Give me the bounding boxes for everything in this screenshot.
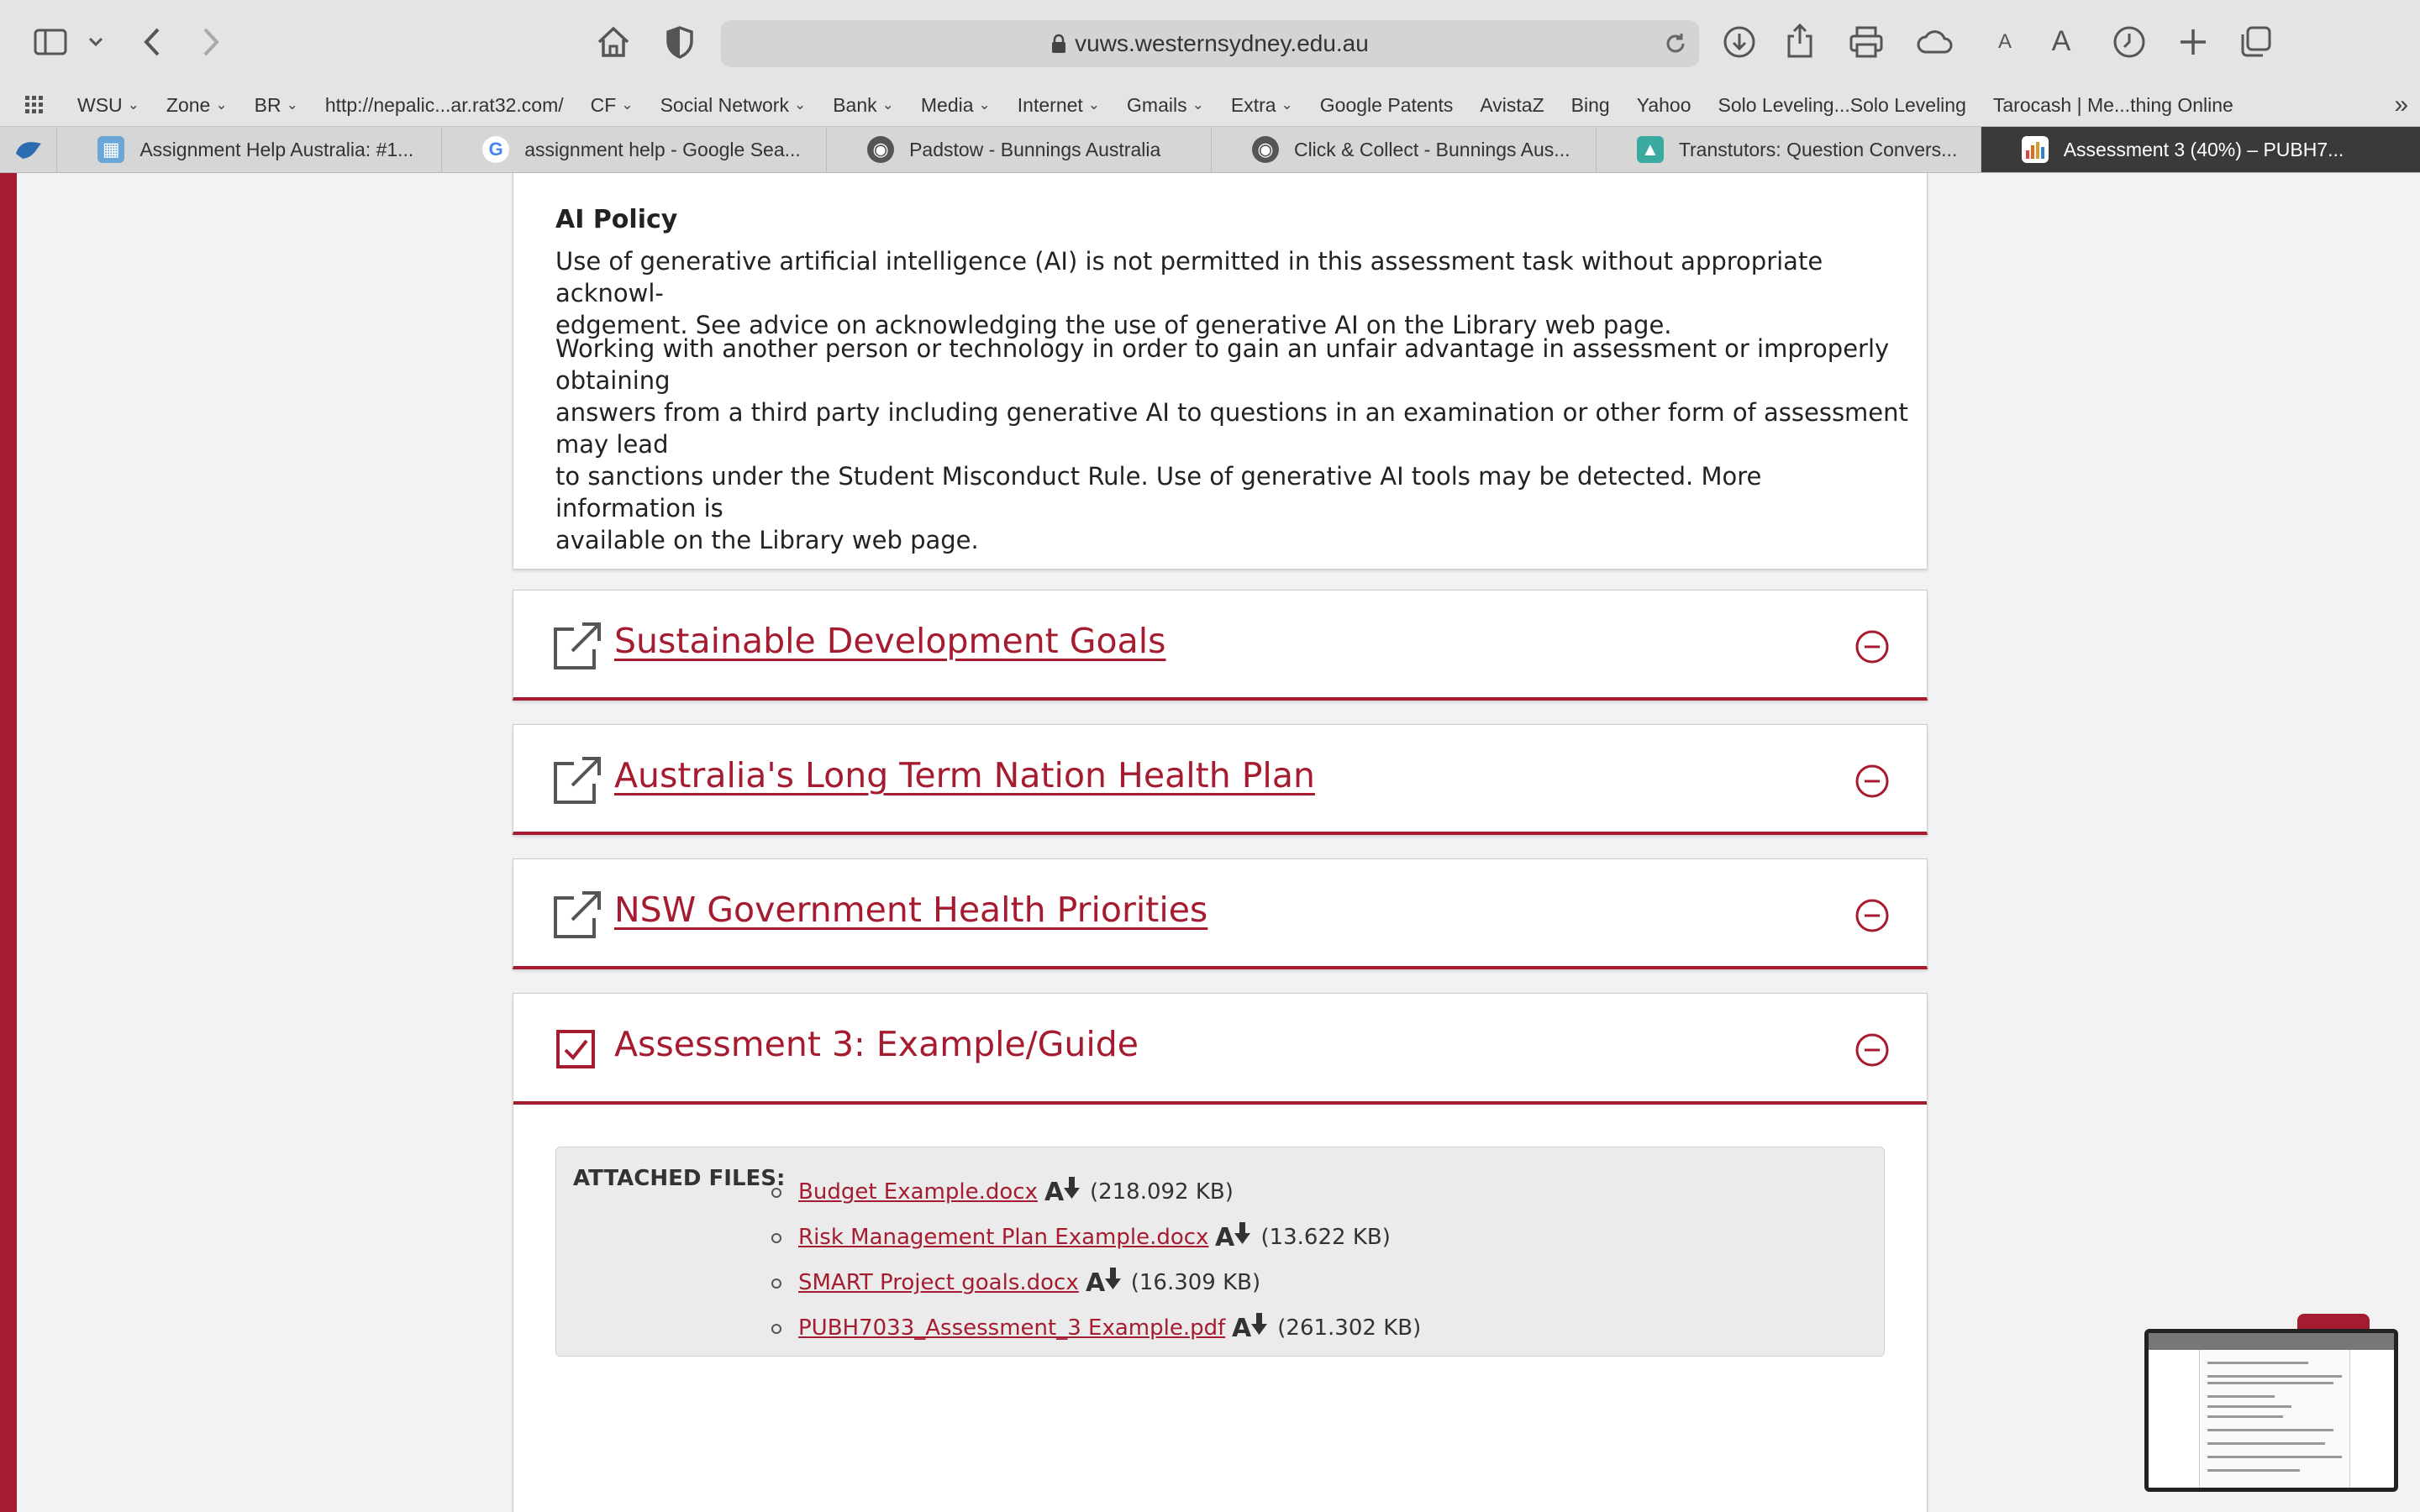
- download-icon[interactable]: [1215, 1221, 1257, 1249]
- svg-text:A: A: [1044, 1178, 1065, 1204]
- chevron-down-icon: ⌄: [881, 97, 894, 113]
- thumbnail-line: [2207, 1362, 2308, 1364]
- thumbnail-line: [2207, 1469, 2300, 1472]
- thumbnail-toolbar: [2149, 1333, 2394, 1350]
- bookmark-cf[interactable]: CF ⌄: [590, 93, 634, 116]
- chevron-down-icon: ⌄: [127, 97, 139, 113]
- list-bullet: [771, 1188, 781, 1198]
- external-link-icon: [550, 621, 602, 673]
- file-size: (218.092 KB): [1089, 1179, 1234, 1205]
- address-text: vuws.westernsydney.edu.au: [1075, 30, 1369, 56]
- forward-icon[interactable]: [200, 27, 222, 57]
- pinned-site-icon: [14, 139, 43, 160]
- file-link-assessment-3-example-pdf[interactable]: PUBH7033_Assessment_3 Example.pdf: [798, 1315, 1226, 1341]
- address-bar[interactable]: [721, 20, 1699, 67]
- tab-bunnings-click-collect[interactable]: ◉ Click & Collect - Bunnings Aus...: [1212, 127, 1597, 172]
- chevron-down-icon: ⌄: [621, 97, 634, 113]
- chevron-down-icon: ⌄: [1281, 97, 1293, 113]
- file-size: (13.622 KB): [1260, 1225, 1391, 1250]
- bunnings-favicon: ◉: [1252, 136, 1279, 163]
- text-smaller-icon[interactable]: A: [1997, 30, 2012, 53]
- tab-bunnings-padstow[interactable]: ◉ Padstow - Bunnings Australia: [827, 127, 1212, 172]
- ai-policy-heading: AI Policy: [555, 205, 678, 234]
- file-link-budget-example[interactable]: Budget Example.docx: [798, 1179, 1038, 1205]
- file-link-risk-management-plan[interactable]: Risk Management Plan Example.docx: [798, 1225, 1209, 1250]
- assessment-title: Assessment 3: Example/Guide: [614, 1024, 1139, 1064]
- section-nsw-health-priorities: [513, 858, 1928, 969]
- collapse-icon[interactable]: [1854, 629, 1890, 664]
- file-size: (16.309 KB): [1130, 1270, 1261, 1295]
- section-australia-health-plan: [513, 724, 1928, 835]
- thumbnail-line: [2207, 1405, 2291, 1408]
- bookmark-wsu[interactable]: WSU ⌄: [77, 93, 139, 116]
- vuws-favicon: [2022, 136, 2049, 163]
- back-icon[interactable]: [141, 27, 163, 57]
- text-larger-icon[interactable]: A: [2051, 24, 2071, 57]
- lock-icon: [1051, 34, 1066, 54]
- home-icon[interactable]: [597, 25, 630, 59]
- page-viewport: [0, 173, 2420, 1512]
- screenshot-thumbnail[interactable]: [2144, 1329, 2398, 1492]
- chevron-down-icon: ⌄: [286, 97, 298, 113]
- thumbnail-line: [2207, 1395, 2275, 1398]
- tab-assignment-help[interactable]: ▦ Assignment Help Australia: #1...: [57, 127, 442, 172]
- chevron-down-icon: ⌄: [1087, 97, 1101, 113]
- reload-icon[interactable]: [1664, 32, 1687, 55]
- collapse-icon[interactable]: [1854, 764, 1890, 799]
- ai-policy-paragraph-2: Working with another person or technology in order to gain an unfair advantage in assessment or improperly obtaining answers from a third party including generative AI to questions in an examination or other form of assessment may lead to sanctions under the Student Misconduct Rule. Use of generative AI tools may be detected. More information is available on the Library web page.: [555, 334, 1908, 554]
- section-title-link[interactable]: Sustainable Development Goals: [614, 621, 1166, 661]
- bookmark-avistaz[interactable]: AvistaZ: [1480, 93, 1544, 116]
- thumbnail-line: [2207, 1415, 2283, 1418]
- list-bullet: [771, 1233, 781, 1243]
- file-item: [771, 1169, 1421, 1215]
- svg-text:A: A: [1232, 1314, 1252, 1340]
- share-icon[interactable]: [1785, 22, 1815, 59]
- print-icon[interactable]: [1849, 25, 1884, 59]
- downloads-icon[interactable]: [1723, 25, 1756, 59]
- bookmark-bing[interactable]: Bing: [1570, 93, 1610, 116]
- download-icon[interactable]: [1086, 1266, 1128, 1294]
- browser-toolbar: [0, 0, 2420, 84]
- bookmark-social-network[interactable]: Social Network ⌄: [660, 93, 807, 116]
- bookmark-google-patents[interactable]: Google Patents: [1319, 93, 1454, 116]
- download-icon[interactable]: [1232, 1311, 1274, 1340]
- pinned-tab[interactable]: [0, 127, 57, 172]
- bookmark-yahoo[interactable]: Yahoo: [1636, 93, 1691, 116]
- transtutors-favicon: ▲: [1637, 136, 1664, 163]
- section-assessment-3-guide: [513, 993, 1928, 1512]
- icloud-tabs-icon[interactable]: [1916, 27, 1954, 55]
- section-title-link[interactable]: Australia's Long Term Nation Health Plan: [614, 755, 1315, 795]
- file-size: (261.302 KB): [1277, 1315, 1422, 1341]
- page-left-stripe: [0, 173, 17, 1512]
- download-icon[interactable]: [1044, 1175, 1086, 1204]
- bookmark-gmails[interactable]: Gmails ⌄: [1127, 93, 1204, 116]
- thumbnail-line: [2207, 1375, 2342, 1378]
- svg-text:A: A: [1085, 1268, 1105, 1294]
- sidebar-toggle-icon[interactable]: [34, 29, 67, 55]
- google-favicon: G: [482, 136, 509, 163]
- external-link-icon: [550, 890, 602, 942]
- file-item: [771, 1305, 1421, 1351]
- attached-files-box: [555, 1147, 1885, 1357]
- thumbnail-line: [2207, 1442, 2325, 1445]
- collapse-icon[interactable]: [1854, 898, 1890, 933]
- privacy-shield-icon[interactable]: [666, 25, 694, 59]
- section-title-link[interactable]: NSW Government Health Priorities: [614, 890, 1208, 930]
- bookmark-solo-leveling[interactable]: Solo Leveling...Solo Leveling: [1718, 93, 1966, 116]
- ai-policy-paragraph-1: Use of generative artificial intelligence (AI) is not permitted in this assessment task without appropriate acknowl- edgement. See advice on acknowledging the use of generative AI on the Library web page.: [555, 247, 1823, 339]
- section-sustainable-development-goals: [513, 590, 1928, 701]
- apps-grid-icon[interactable]: [24, 92, 49, 118]
- bookmark-media[interactable]: Media ⌄: [920, 93, 991, 116]
- tab-bar: [0, 126, 2420, 173]
- bookmark-nepalic[interactable]: http://nepalic...ar.rat32.com/: [324, 93, 564, 116]
- file-link-smart-project-goals[interactable]: SMART Project goals.docx: [798, 1270, 1079, 1295]
- chevron-down-icon: ⌄: [215, 97, 228, 113]
- bookmark-br[interactable]: BR ⌄: [254, 93, 298, 116]
- new-tab-icon[interactable]: [2178, 27, 2208, 57]
- file-item: [771, 1260, 1421, 1305]
- svg-text:A: A: [1215, 1223, 1235, 1249]
- bunnings-favicon: ◉: [867, 136, 894, 163]
- collapse-icon[interactable]: [1854, 1032, 1890, 1068]
- bookmark-tarocash[interactable]: Tarocash | Me...thing Online: [1992, 93, 2233, 116]
- bookmark-internet[interactable]: Internet ⌄: [1017, 93, 1101, 116]
- assignment-help-favicon: ▦: [97, 136, 124, 163]
- thumbnail-line: [2207, 1456, 2342, 1458]
- thumbnail-line: [2207, 1382, 2333, 1384]
- file-item: [771, 1215, 1421, 1260]
- bookmark-zone[interactable]: Zone ⌄: [166, 93, 228, 116]
- assessment-header: [513, 994, 1927, 1105]
- bookmark-extra[interactable]: Extra ⌄: [1230, 93, 1293, 116]
- ai-policy-card: [513, 173, 1928, 570]
- chevron-down-icon: ⌄: [793, 97, 807, 113]
- tab-google-search[interactable]: G assignment help - Google Sea...: [442, 127, 827, 172]
- more-bookmarks-icon[interactable]: »: [2394, 91, 2408, 118]
- checkbox-checked-icon: [555, 1029, 596, 1069]
- attached-files-label: ATTACHED FILES:: [573, 1166, 786, 1191]
- external-link-icon: [550, 755, 602, 807]
- thumbnail-line: [2207, 1429, 2333, 1431]
- bookmarks-bar: [0, 84, 2420, 126]
- list-bullet: [771, 1278, 781, 1289]
- tab-transtutors[interactable]: ▲ Transtutors: Question Convers...: [1597, 127, 1981, 172]
- chevron-down-icon: ⌄: [1192, 97, 1204, 113]
- chevron-down-icon[interactable]: [87, 34, 104, 50]
- history-icon[interactable]: [2112, 25, 2146, 59]
- tab-assessment-3[interactable]: Assessment 3 (40%) – PUBH7...: [1981, 127, 2420, 172]
- chevron-down-icon: ⌄: [978, 97, 991, 113]
- bookmark-bank[interactable]: Bank ⌄: [833, 93, 894, 116]
- attached-files-list: [771, 1169, 1421, 1351]
- tab-overview-icon[interactable]: [2238, 25, 2272, 59]
- list-bullet: [771, 1324, 781, 1334]
